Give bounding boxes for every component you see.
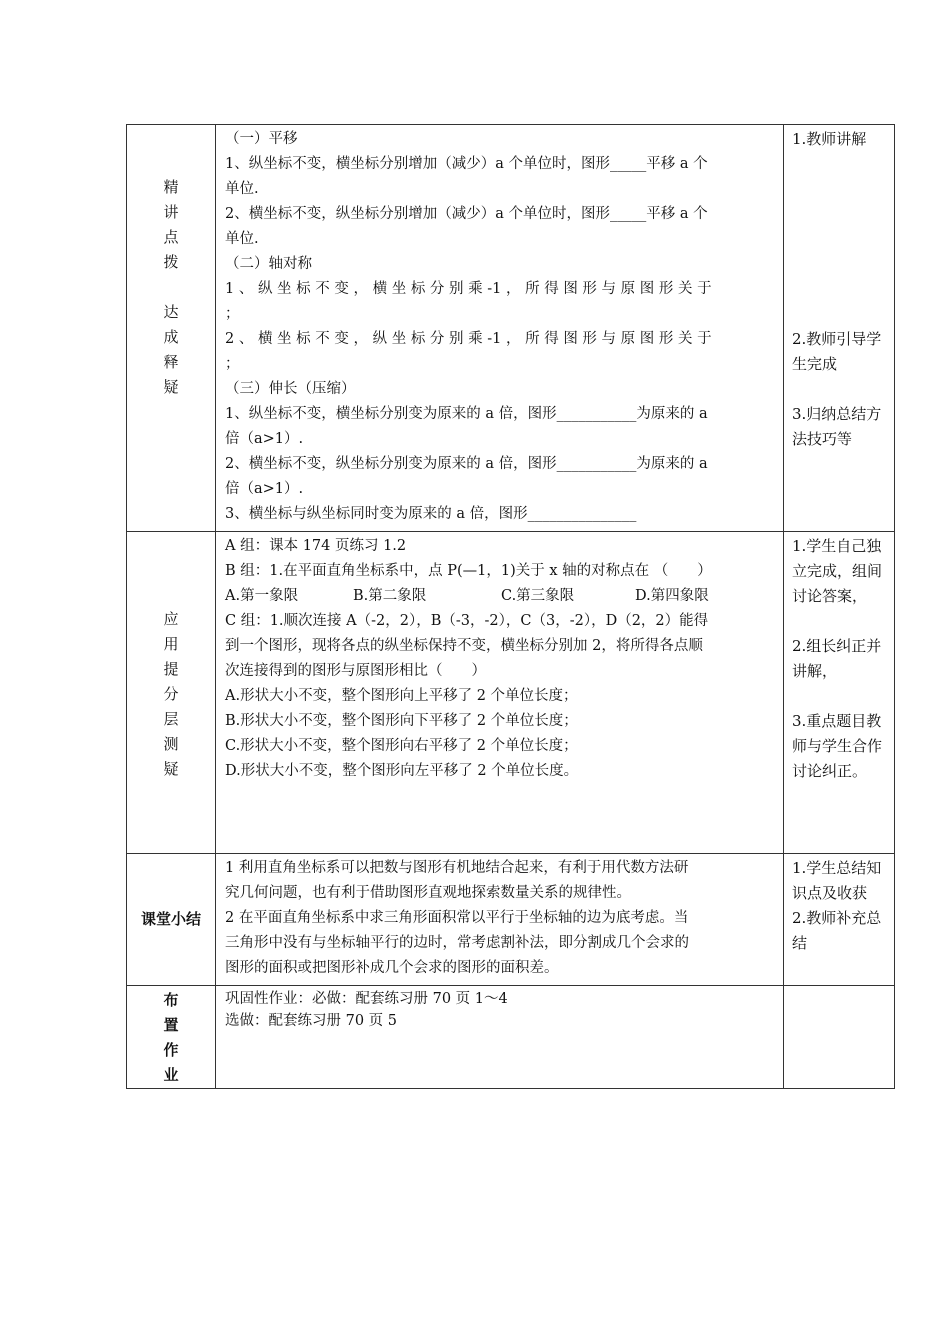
row-explain <box>127 125 895 532</box>
text-line: B.形状大小不变，整个图形向下平移了 2 个单位长度； <box>225 713 578 729</box>
label-char: 成 <box>163 328 179 346</box>
text-line: D.形状大小不变，整个图形向左平移了 2 个单位长度。 <box>225 763 579 779</box>
text-line: 3、横坐标与纵坐标同时变为原来的 a 倍，图形_______________ <box>225 506 637 522</box>
text-line: 单位. <box>225 231 259 247</box>
notes-explain <box>784 125 895 532</box>
label-char: 达 <box>163 303 179 321</box>
text-line: B 组：1.在平面直角坐标系中，点 P(—1，1)关于 x 轴的对称点在 （ ） <box>225 563 712 579</box>
text-line: A 组：课本 174 页练习 1.2 <box>225 538 407 554</box>
text-line: 倍（a>1）. <box>225 431 304 447</box>
label-char: 置 <box>163 1016 179 1034</box>
label-char: 分 <box>163 685 179 703</box>
text-line: 2、横坐标不变，纵坐标分别变为原来的 a 倍，图形___________为原来的 a <box>225 456 708 472</box>
label-char: 作 <box>163 1041 179 1059</box>
label-char: 应 <box>163 610 179 628</box>
text-line: 倍（a>1）. <box>225 481 304 497</box>
label-char: 业 <box>163 1066 179 1084</box>
content-homework <box>216 986 784 1089</box>
option: B.第二象限 <box>353 588 427 604</box>
label-char: 提 <box>163 660 179 678</box>
text-line: C 组：1.顺次连接 A（-2，2），B（-3，-2），C（3，-2），D（2，2）能得 <box>225 613 709 629</box>
option: C.第三象限 <box>501 588 575 604</box>
option: D.第四象限 <box>635 588 709 604</box>
label-char: 精 <box>163 178 179 196</box>
note: 2.教师补充总结 <box>792 909 882 952</box>
label-char: 点 <box>163 228 179 246</box>
row-apply <box>127 532 895 854</box>
text-line: A.形状大小不变，整个图形向上平移了 2 个单位长度； <box>225 688 578 704</box>
text-line: （一）平移 <box>225 131 298 147</box>
note: 3.重点题目教师与学生合作讨论纠正。 <box>792 712 883 780</box>
text-line: 1、纵坐标不变，横坐标分别变为原来的 a 倍，图形___________为原来的 a <box>225 406 708 422</box>
notes-summary <box>784 854 895 986</box>
note: 1.教师讲解 <box>792 130 867 148</box>
note: 1.学生自己独立完成，组间讨论答案， <box>792 537 883 605</box>
summary-label: 课堂小结 <box>140 910 201 928</box>
row-label-explain <box>127 125 216 532</box>
label-char: 布 <box>163 991 179 1009</box>
lesson-plan <box>126 124 894 1089</box>
text-line: 巩固性作业：必做：配套练习册 70 页 1～4 <box>225 991 508 1007</box>
text-line: 单位. <box>225 181 259 197</box>
answer-options <box>225 584 775 609</box>
text-line: 选做：配套练习册 70 页 5 <box>225 1013 398 1029</box>
label-char: 层 <box>163 710 179 728</box>
text-line: （三）伸长（压缩） <box>225 381 356 397</box>
note: 2.教师引导学生完成 <box>792 330 882 373</box>
notes-apply <box>784 532 895 854</box>
text-line: ； <box>225 306 240 322</box>
option: A.第一象限 <box>225 588 299 604</box>
note: 2.组长纠正并讲解， <box>792 637 882 680</box>
text-line: （二）轴对称 <box>225 256 312 272</box>
row-label-summary <box>127 854 216 986</box>
text-line: 次连接得到的图形与原图形相比（ ） <box>225 663 486 679</box>
label-char: 疑 <box>163 760 179 778</box>
text-line: C.形状大小不变，整个图形向右平移了 2 个单位长度； <box>225 738 578 754</box>
text-line: 究几何问题，也有利于借助图形直观地探索数量关系的规律性。 <box>225 885 631 901</box>
note: 1.学生总结知识点及收获 <box>792 859 882 902</box>
label-char: 用 <box>163 635 179 653</box>
content-apply <box>216 532 784 854</box>
row-summary <box>127 854 895 986</box>
text-line: 1 利用直角坐标系可以把数与图形有机地结合起来，有利于用代数方法研 <box>225 860 689 876</box>
text-line: 2 、 横 坐 标 不 变 ， 纵 坐 标 分 别 乘 -1 ， 所 得 图 形 与 原 图 形 关 于 <box>225 331 712 347</box>
note: 3.归纳总结方法技巧等 <box>792 405 882 448</box>
notes-homework <box>784 986 895 1089</box>
text-line: 图形的面积或把图形补成几个会求的图形的面积差。 <box>225 960 559 976</box>
label-char: 测 <box>163 735 179 753</box>
row-label-apply <box>127 532 216 854</box>
text-line: 2、横坐标不变，纵坐标分别增加（减少）a 个单位时，图形_____平移 a 个 <box>225 206 708 222</box>
text-line: 到一个图形，现将各点的纵坐标保持不变，横坐标分别加 2，将所得各点顺 <box>225 638 703 654</box>
content-summary <box>216 854 784 986</box>
lesson-table <box>126 124 895 1089</box>
text-line: 1 、 纵 坐 标 不 变 ， 横 坐 标 分 别 乘 -1 ， 所 得 图 形 与 原 图 形 关 于 <box>225 281 712 297</box>
text-line: 2 在平面直角坐标系中求三角形面积常以平行于坐标轴的边为底考虑。当 <box>225 910 689 926</box>
label-char: 疑 <box>163 378 179 396</box>
text-line: ； <box>225 356 240 372</box>
label-char: 释 <box>163 353 179 371</box>
label-char: 拨 <box>163 253 179 271</box>
row-label-homework <box>127 986 216 1089</box>
label-char: 讲 <box>163 203 179 221</box>
row-homework <box>127 986 895 1089</box>
text-line: 1、纵坐标不变，横坐标分别增加（减少）a 个单位时，图形_____平移 a 个 <box>225 156 708 172</box>
text-line: 三角形中没有与坐标轴平行的边时，常考虑割补法，即分割成几个会求的 <box>225 935 689 951</box>
content-explain <box>216 125 784 532</box>
